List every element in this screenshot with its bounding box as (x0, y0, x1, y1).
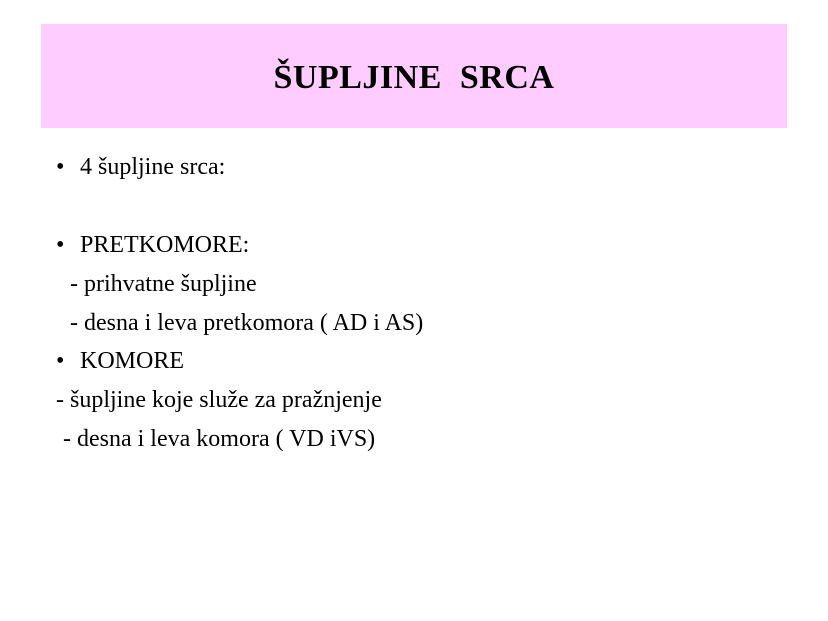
sub-line: - šupljine koje služe za pražnjenje (56, 387, 382, 413)
bullet-text: PRETKOMORE: (80, 232, 250, 258)
bullet-text: KOMORE (80, 348, 185, 374)
title-bar (41, 24, 787, 128)
bullet-text: 4 šupljine srca: (80, 154, 226, 180)
sub-line: - desna i leva komora ( VD iVS) (63, 426, 376, 452)
bullet-marker: • (56, 232, 65, 258)
slide-title: ŠUPLJINE SRCA (273, 59, 555, 96)
bullet-marker: • (56, 348, 65, 374)
sub-line: - prihvatne šupljine (70, 271, 257, 297)
bullet-marker: • (56, 154, 65, 180)
sub-line: - desna i leva pretkomora ( AD i AS) (70, 310, 424, 336)
